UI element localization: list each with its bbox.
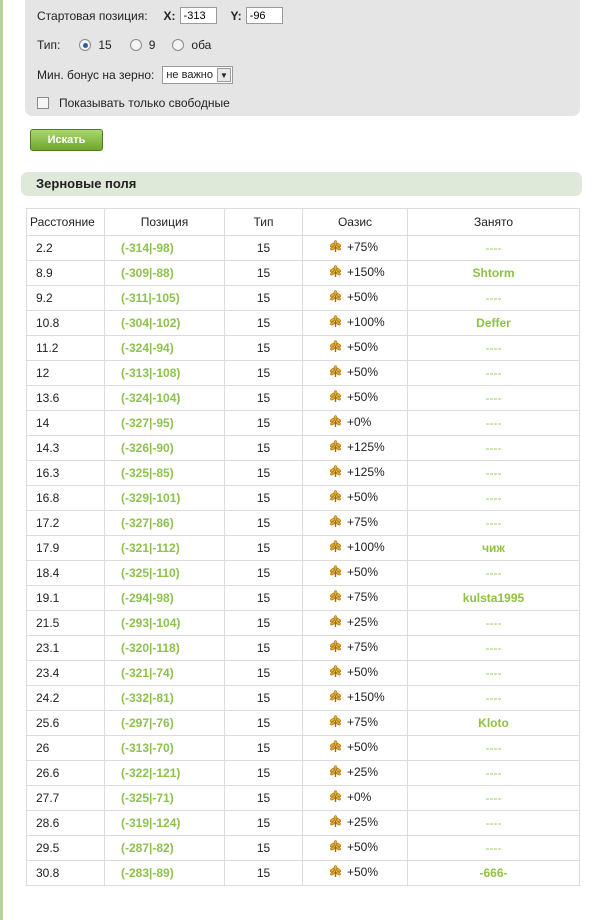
oasis-cell [303,461,408,486]
position-cell [105,711,225,736]
free-marker: ---- [485,491,502,505]
oasis-cell [303,436,408,461]
table-body [27,236,580,886]
wheat-icon [329,640,342,656]
position-cell [105,261,225,286]
free-marker: ---- [485,841,502,855]
distance-cell: 26.6 [27,761,105,786]
occupied-cell [408,861,580,886]
type-label: Тип: [37,38,61,52]
oasis-bonus: +125% [347,465,385,479]
player-link[interactable]: Deffer [476,316,511,330]
oasis-cell [303,486,408,511]
table-row [27,311,580,336]
position-cell [105,511,225,536]
position-link[interactable]: (-283|-89) [121,866,174,880]
x-label: X: [163,8,176,23]
type-cell: 15 [225,711,303,736]
position-link[interactable]: (-321|-112) [121,541,180,555]
wheat-icon [329,365,342,381]
free-marker: ---- [485,766,502,780]
table-row [27,861,580,886]
type-cell: 15 [225,386,303,411]
free-marker: ---- [485,441,502,455]
position-link[interactable]: (-321|-74) [121,666,174,680]
position-link[interactable]: (-327|-86) [121,516,174,530]
oasis-bonus: +0% [347,415,372,429]
type-cell: 15 [225,236,303,261]
occupied-cell [408,736,580,761]
distance-cell: 14 [27,411,105,436]
free-marker: ---- [485,791,502,805]
wheat-icon [329,415,342,431]
position-cell [105,361,225,386]
oasis-cell [303,311,408,336]
occupied-cell [408,236,580,261]
position-link[interactable]: (-311|-105) [121,291,180,305]
free-marker: ---- [485,366,502,380]
position-cell [105,286,225,311]
table-row [27,336,580,361]
wheat-icon [329,515,342,531]
oasis-cell [303,861,408,886]
oasis-cell [303,286,408,311]
wheat-icon [329,315,342,331]
type-cell: 15 [225,861,303,886]
distance-cell: 17.9 [27,536,105,561]
position-link[interactable]: (-325|-71) [121,791,174,805]
wheat-icon [329,340,342,356]
position-link[interactable]: (-293|-104) [121,616,181,630]
distance-cell: 14.3 [27,436,105,461]
distance-cell: 27.7 [27,786,105,811]
chevron-down-icon[interactable]: ▼ [217,68,231,82]
type-cell: 15 [225,586,303,611]
occupied-cell [408,661,580,686]
table-row [27,811,580,836]
table-row [27,436,580,461]
player-link[interactable]: чиж [482,541,505,555]
oasis-header[interactable]: Оазис [303,209,408,236]
type-cell: 15 [225,336,303,361]
free-marker: ---- [485,416,502,430]
table-row [27,511,580,536]
table-row [27,786,580,811]
distance-cell: 2.2 [27,236,105,261]
oasis-bonus: +125% [347,440,385,454]
wheat-icon [329,590,342,606]
position-cell [105,586,225,611]
distance-cell: 10.8 [27,311,105,336]
type-cell: 15 [225,836,303,861]
position-link[interactable]: (-313|-108) [121,366,181,380]
oasis-bonus: +50% [347,665,379,679]
start-position-label: Стартовая позиция: [37,8,148,23]
occupied-cell [408,836,580,861]
oasis-bonus: +50% [347,490,379,504]
free-marker: ---- [485,566,502,580]
distance-header[interactable]: Расстояние [27,209,105,236]
search-filter-panel [25,0,580,116]
occupied-cell [408,336,580,361]
occupied-cell [408,711,580,736]
table-row [27,411,580,436]
position-cell [105,686,225,711]
oasis-bonus: +150% [347,265,385,279]
wheat-icon [329,540,342,556]
free-marker: ---- [485,241,502,255]
position-link[interactable]: (-313|-70) [121,741,174,755]
distance-cell: 11.2 [27,336,105,361]
occupied-cell [408,411,580,436]
distance-cell: 12 [27,361,105,386]
oasis-bonus: +50% [347,390,379,404]
oasis-bonus: +25% [347,615,379,629]
oasis-cell [303,636,408,661]
search-button[interactable]: Искать [30,129,103,151]
distance-cell: 29.5 [27,836,105,861]
position-link[interactable]: (-326|-90) [121,441,174,455]
oasis-bonus: +75% [347,640,379,654]
free-marker: ---- [485,641,502,655]
y-label: Y: [230,8,242,23]
free-marker: ---- [485,516,502,530]
oasis-cell [303,261,408,286]
distance-cell: 23.4 [27,661,105,686]
wheat-icon [329,765,342,781]
wheat-icon [329,865,342,881]
position-link[interactable]: (-314|-98) [121,241,174,255]
position-cell [105,611,225,636]
table-row [27,261,580,286]
oasis-cell [303,561,408,586]
player-link[interactable]: Shtorm [472,266,515,280]
distance-cell: 19.1 [27,586,105,611]
oasis-bonus: +25% [347,815,379,829]
type-row [37,38,211,52]
type-cell: 15 [225,686,303,711]
wheat-icon [329,615,342,631]
type-cell: 15 [225,411,303,436]
type-cell: 15 [225,611,303,636]
type-cell: 15 [225,761,303,786]
oasis-bonus: +75% [347,515,379,529]
occupied-cell [408,636,580,661]
crop-fields-table [26,208,580,886]
wheat-icon [329,265,342,281]
type-15-label: 15 [98,38,112,52]
type-cell: 15 [225,511,303,536]
wheat-icon [329,565,342,581]
oasis-cell [303,586,408,611]
type-both-label: оба [191,38,212,52]
occupied-cell [408,436,580,461]
oasis-bonus: +0% [347,790,372,804]
distance-cell: 30.8 [27,861,105,886]
position-cell [105,736,225,761]
type-cell: 15 [225,461,303,486]
distance-cell: 16.8 [27,486,105,511]
table-row [27,586,580,611]
position-link[interactable]: (-329|-101) [121,491,181,505]
oasis-bonus: +50% [347,365,379,379]
wheat-icon [329,740,342,756]
distance-cell: 26 [27,736,105,761]
table-row [27,361,580,386]
player-link[interactable]: Kloto [478,716,509,730]
table-row [27,686,580,711]
distance-cell: 28.6 [27,811,105,836]
occupied-cell [408,586,580,611]
table-header-row [27,209,580,236]
table-row [27,536,580,561]
left-border-strip [0,0,3,920]
oasis-cell [303,511,408,536]
free-marker: ---- [485,391,502,405]
oasis-cell [303,411,408,436]
free-only-row [37,96,230,110]
table-row [27,736,580,761]
occupied-cell [408,361,580,386]
distance-cell: 21.5 [27,611,105,636]
table-row [27,561,580,586]
oasis-bonus: +50% [347,740,379,754]
occupied-cell [408,486,580,511]
distance-cell: 18.4 [27,561,105,586]
type-cell: 15 [225,661,303,686]
wheat-icon [329,665,342,681]
oasis-bonus: +25% [347,765,379,779]
position-link[interactable]: (-332|-81) [121,691,174,705]
occupied-cell [408,686,580,711]
oasis-cell [303,336,408,361]
position-cell [105,386,225,411]
type-9-radio[interactable] [130,39,142,51]
type-cell: 15 [225,786,303,811]
type-header[interactable]: Тип [225,209,303,236]
type-cell: 15 [225,261,303,286]
type-15-radio[interactable] [79,39,91,51]
table-row [27,711,580,736]
position-link[interactable]: (-294|-98) [121,591,174,605]
free-marker: ---- [485,691,502,705]
table-row [27,461,580,486]
oasis-cell [303,611,408,636]
oasis-bonus: +50% [347,565,379,579]
table-row [27,636,580,661]
position-cell [105,636,225,661]
oasis-bonus: +100% [347,540,385,554]
oasis-cell [303,361,408,386]
min-bonus-row [37,66,233,84]
player-link[interactable]: -666- [479,866,508,880]
oasis-cell [303,536,408,561]
position-cell [105,861,225,886]
occupied-cell [408,286,580,311]
oasis-cell [303,761,408,786]
oasis-bonus: +75% [347,590,379,604]
type-cell: 15 [225,536,303,561]
free-marker: ---- [485,466,502,480]
position-cell [105,486,225,511]
section-title: Зерновые поля [21,172,582,196]
oasis-cell [303,711,408,736]
oasis-bonus: +50% [347,290,379,304]
table-row [27,836,580,861]
x-coordinate-input[interactable] [180,7,217,24]
type-cell: 15 [225,286,303,311]
oasis-cell [303,736,408,761]
oasis-bonus: +75% [347,715,379,729]
position-cell [105,436,225,461]
table-row [27,486,580,511]
occupied-cell [408,811,580,836]
min-bonus-label: Мин. бонус на зерно: [37,68,155,82]
position-cell [105,411,225,436]
wheat-icon [329,840,342,856]
wheat-icon [329,290,342,306]
occupied-header[interactable]: Занято [408,209,580,236]
distance-cell: 13.6 [27,386,105,411]
oasis-cell [303,686,408,711]
position-link[interactable]: (-297|-76) [121,716,174,730]
free-marker: ---- [485,341,502,355]
position-cell [105,336,225,361]
occupied-cell [408,386,580,411]
type-both-radio[interactable] [172,39,184,51]
wheat-icon [329,815,342,831]
position-link[interactable]: (-319|-124) [121,816,181,830]
occupied-cell [408,611,580,636]
wheat-icon [329,240,342,256]
distance-cell: 24.2 [27,686,105,711]
occupied-cell [408,761,580,786]
position-cell [105,761,225,786]
player-link[interactable]: kulsta1995 [462,591,525,605]
occupied-cell [408,261,580,286]
type-cell: 15 [225,311,303,336]
occupied-cell [408,311,580,336]
position-cell [105,811,225,836]
free-only-label: Показывать только свободные [59,96,230,110]
free-marker: ---- [485,291,502,305]
distance-cell: 16.3 [27,461,105,486]
wheat-icon [329,440,342,456]
table-row [27,761,580,786]
oasis-cell [303,386,408,411]
type-cell: 15 [225,811,303,836]
oasis-cell [303,661,408,686]
free-marker: ---- [485,816,502,830]
oasis-cell [303,836,408,861]
position-header[interactable]: Позиция [105,209,225,236]
occupied-cell [408,461,580,486]
position-link[interactable]: (-324|-94) [121,341,174,355]
position-cell [105,786,225,811]
distance-cell: 17.2 [27,511,105,536]
distance-cell: 25.6 [27,711,105,736]
position-link[interactable]: (-287|-82) [121,841,174,855]
type-cell: 15 [225,436,303,461]
position-cell [105,236,225,261]
wheat-icon [329,790,342,806]
position-link[interactable]: (-322|-121) [121,766,181,780]
position-link[interactable]: (-325|-110) [121,566,180,580]
wheat-icon [329,390,342,406]
type-cell: 15 [225,636,303,661]
position-cell [105,536,225,561]
free-marker: ---- [485,666,502,680]
oasis-bonus: +50% [347,840,379,854]
min-bonus-value: не важно [166,69,213,81]
position-cell [105,311,225,336]
position-link[interactable]: (-327|-95) [121,416,174,430]
table-row [27,611,580,636]
occupied-cell [408,561,580,586]
position-link[interactable]: (-325|-85) [121,466,174,480]
position-cell [105,561,225,586]
free-marker: ---- [485,616,502,630]
table-row [27,286,580,311]
table-row [27,386,580,411]
oasis-bonus: +50% [347,340,379,354]
position-link[interactable]: (-304|-102) [121,316,181,330]
oasis-bonus: +75% [347,240,379,254]
position-cell [105,461,225,486]
occupied-cell [408,786,580,811]
type-9-label: 9 [148,38,156,52]
position-cell [105,661,225,686]
distance-cell: 8.9 [27,261,105,286]
start-position-row [37,7,283,24]
position-link[interactable]: (-320|-118) [121,641,180,655]
occupied-cell [408,536,580,561]
type-cell: 15 [225,561,303,586]
free-only-checkbox[interactable] [37,97,49,109]
y-coordinate-input[interactable] [246,7,283,24]
distance-cell: 23.1 [27,636,105,661]
wheat-icon [329,715,342,731]
wheat-icon [329,465,342,481]
type-cell: 15 [225,486,303,511]
occupied-cell [408,511,580,536]
oasis-cell [303,236,408,261]
oasis-bonus: +50% [347,865,379,879]
wheat-icon [329,690,342,706]
oasis-cell [303,811,408,836]
min-bonus-select[interactable] [162,66,233,84]
oasis-bonus: +100% [347,315,385,329]
table-row [27,661,580,686]
type-cell: 15 [225,736,303,761]
type-cell: 15 [225,361,303,386]
position-link[interactable]: (-309|-88) [121,266,174,280]
free-marker: ---- [485,741,502,755]
wheat-icon [329,490,342,506]
position-cell [105,836,225,861]
oasis-bonus: +150% [347,690,385,704]
table-row [27,236,580,261]
distance-cell: 9.2 [27,286,105,311]
oasis-cell [303,786,408,811]
position-link[interactable]: (-324|-104) [121,391,181,405]
